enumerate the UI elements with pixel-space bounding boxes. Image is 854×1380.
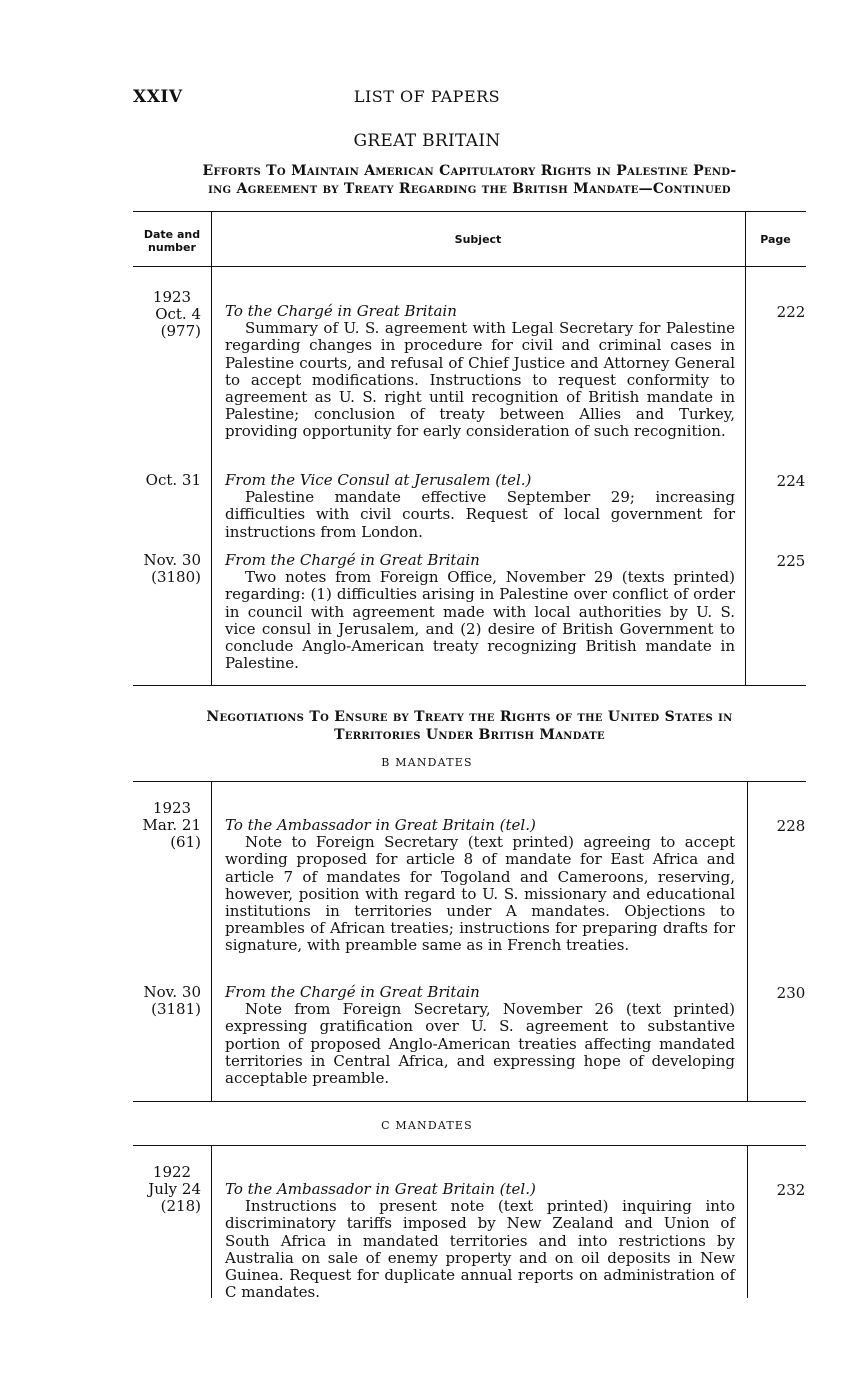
entry-date <box>133 289 211 340</box>
section2-heading <box>133 708 806 744</box>
entry-body: Palestine mandate effective September 29; increasing difficulties with civil courts. Request of local government for instructions from London. <box>225 488 735 541</box>
entry-page: 230 <box>776 984 806 1002</box>
entry-title: To the Ambassador in Great Britain (tel.) <box>225 1180 536 1198</box>
entry-year: 1923 <box>152 288 192 306</box>
entry-day: July 24 <box>148 1180 201 1198</box>
entry-date <box>133 1164 211 1215</box>
entry-title: From the Chargé in Great Britain <box>225 983 480 1001</box>
entry-page: 222 <box>776 303 806 321</box>
entry-date <box>133 984 211 1018</box>
entry-title: From the Chargé in Great Britain <box>225 551 480 569</box>
entry-page: 225 <box>776 552 806 570</box>
entry-number: (218) <box>160 1197 201 1215</box>
entry-page: 228 <box>776 817 806 835</box>
b-mandates-heading: B MANDATES <box>381 756 473 769</box>
column-header-page: Page <box>760 233 791 246</box>
table2-divider-left <box>211 782 212 1101</box>
entry-body: Note from Foreign Secretary, November 26 (text printed) expressing gratification over U. S. agreement to substantive portion of proposed Anglo-American treaties affecting mandated territories in Central Africa, and expressing hope of developing acceptable preamble. <box>225 1000 735 1088</box>
entry-date <box>133 552 211 586</box>
entry-day: Oct. 4 <box>155 305 201 323</box>
table3-top-rule <box>133 1145 806 1146</box>
table1-bottom-rule <box>133 685 806 686</box>
entry-body: Note to Foreign Secretary (text printed) agreeing to accept wording proposed for article 8 of mandate for East Africa and article 7 of mandates for Togoland and Cameroons, reserving, however, position with regard to U. S. missionary and educational institutions in territories under A mandates. Objections to preambles of African treaties; instructions for preparing drafts for signature, with preamble same as in French treaties. <box>225 833 735 955</box>
entry-subject <box>225 984 735 1087</box>
table2-divider-right <box>747 782 748 1101</box>
entry-year: 1922 <box>152 1163 192 1181</box>
entry-number: (3181) <box>151 1000 201 1018</box>
page-number: XXIV <box>133 87 183 107</box>
section1-heading-line2: ing Agreement by Treaty Regarding the British Mandate—Continued <box>208 181 731 197</box>
table3-divider-left <box>211 1146 212 1298</box>
country-heading: GREAT BRITAIN <box>353 131 501 151</box>
entry-page: 224 <box>776 472 806 490</box>
table2-top-rule <box>133 781 806 782</box>
table1-top-rule <box>133 211 806 212</box>
entry-day: Oct. 31 <box>145 471 201 489</box>
entry-title: To the Chargé in Great Britain <box>225 302 457 320</box>
entry-subject <box>225 817 735 955</box>
section2-heading-line1: Negotiations To Ensure by Treaty the Rights of the United States in <box>206 709 733 725</box>
column-header-date: Date and number <box>143 228 201 254</box>
table1-header-rule <box>133 266 806 267</box>
table2-bottom-rule <box>133 1101 806 1102</box>
entry-title: From the Vice Consul at Jerusalem (tel.) <box>225 471 532 489</box>
entry-date <box>133 472 211 489</box>
entry-page: 232 <box>776 1181 806 1199</box>
section1-heading <box>133 162 806 198</box>
entry-body: Instructions to present note (text printed) inquiring into discriminatory tariffs imposed by New Zealand and Union of South Africa in mandated territories and into restrictions by Australia on sale of enemy property and on oil deposits in New Guinea. Request for duplicate annual reports on administration of C mandates. <box>225 1197 735 1302</box>
running-title: LIST OF PAPERS <box>353 87 501 106</box>
entry-subject <box>225 552 735 672</box>
entry-subject <box>225 472 735 541</box>
entry-day: Nov. 30 <box>143 551 201 569</box>
table3-divider-right <box>747 1146 748 1298</box>
entry-number: (61) <box>170 833 201 851</box>
entry-date <box>133 800 211 851</box>
entry-day: Nov. 30 <box>143 983 201 1001</box>
column-header-subject: Subject <box>454 233 502 246</box>
entry-year: 1923 <box>152 799 192 817</box>
entry-number: (977) <box>160 322 201 340</box>
entry-number: (3180) <box>151 568 201 586</box>
entry-body: Two notes from Foreign Office, November 29 (texts printed) regarding: (1) difficulties arising in Palestine over conflict of order in council with agreement made with local authorities by U. S. vice consul in Jerusalem, and (2) desire of British Government to conclude Anglo-American treaty recognizing British mandate in Palestine. <box>225 568 735 673</box>
section1-heading-line1: Efforts To Maintain American Capitulatory Rights in Palestine Pend- <box>202 163 737 179</box>
c-mandates-heading: C MANDATES <box>381 1119 473 1132</box>
section2-heading-line2: Territories Under British Mandate <box>334 727 605 743</box>
entry-body: Summary of U. S. agreement with Legal Secretary for Palestine regarding changes in procedure for civil and criminal cases in Palestine courts, and refusal of Chief Justice and Attorney General to accept modifications. Instructions to request conformity to agreement as U. S. right until recognition of British mandate in Palestine; conclusion of treaty between Allies and Turkey, providing opportunity for early consideration of such recognition. <box>225 319 735 441</box>
entry-day: Mar. 21 <box>142 816 201 834</box>
entry-subject <box>225 303 735 441</box>
entry-subject <box>225 1181 735 1301</box>
table1-divider-right <box>745 212 746 686</box>
table1-divider-left <box>211 212 212 686</box>
entry-title: To the Ambassador in Great Britain (tel.) <box>225 816 536 834</box>
